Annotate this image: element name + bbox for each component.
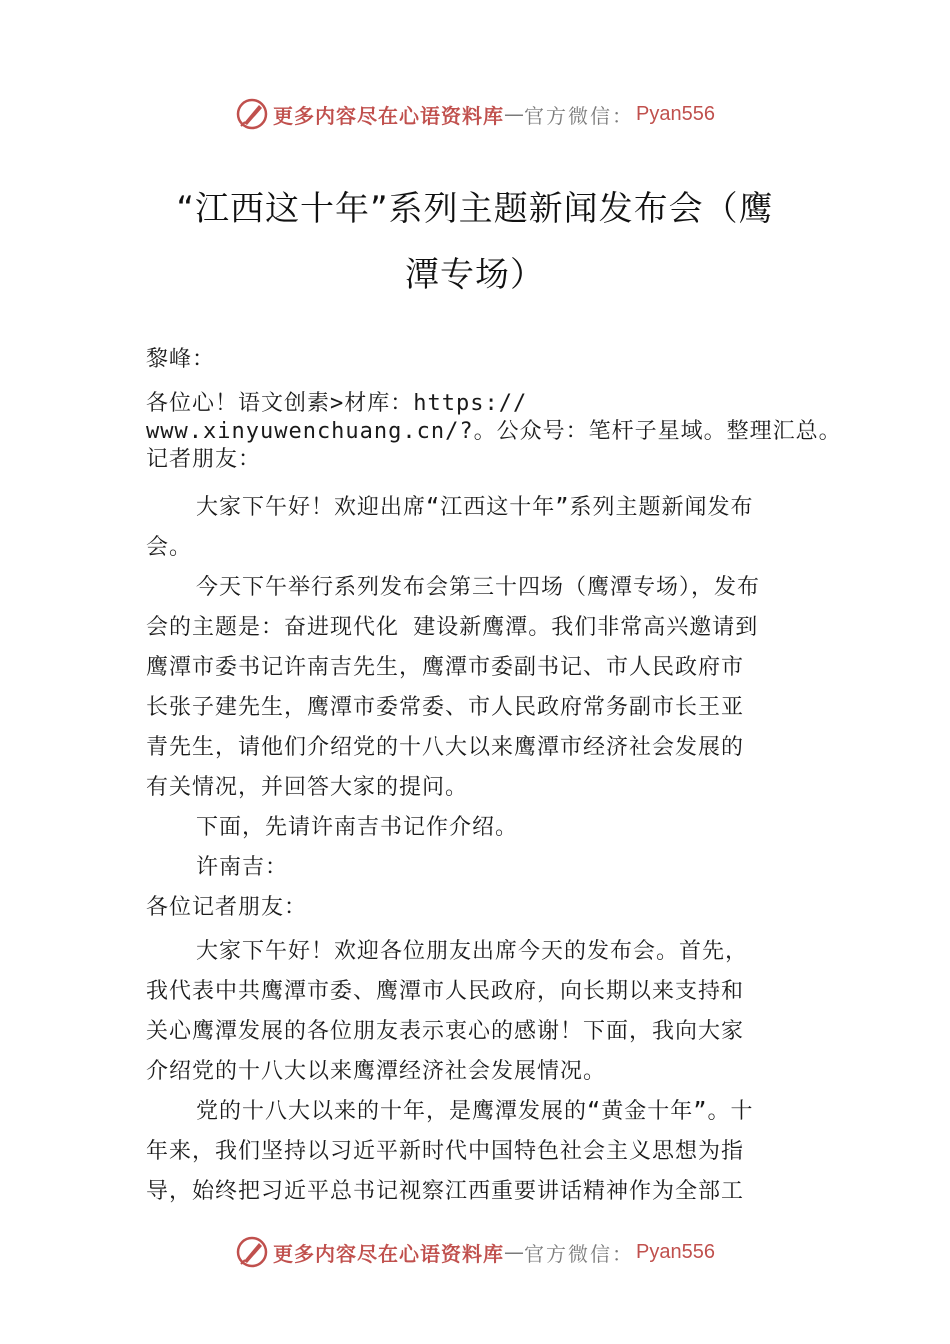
- paragraph-line: 党的十八大以来的十年，是鹰潭发展的“黄金十年”。十: [196, 1099, 754, 1124]
- paragraph-line: 我代表中共鹰潭市委、鹰潭市人民政府，向长期以来支持和: [146, 979, 745, 1004]
- quill-pen-icon: [235, 1235, 269, 1269]
- document-body: [146, 340, 842, 1212]
- paragraph-line: 会的主题是：奋进现代化 建设新鹰潭。我们非常高兴邀请到: [146, 615, 759, 640]
- title-line-1: “江西这十年”系列主题新闻发布会（鹰: [176, 189, 774, 229]
- paragraph-line: 大家下午好！欢迎出席“江西这十年”系列主题新闻发布: [196, 495, 754, 520]
- paragraph-line: 今天下午举行系列发布会第三十四场（鹰潭专场），发布: [196, 575, 761, 600]
- paragraph-line: 有关情况，并回答大家的提问。: [146, 775, 469, 800]
- paragraph-line: 长张子建先生，鹰潭市委常委、市人民政府常务副市长王亚: [146, 695, 745, 720]
- banner-text: 更多内容尽在心语资料库: [273, 1241, 505, 1266]
- paragraph-line: 下面，先请许南吉书记作介绍。: [196, 815, 519, 840]
- speaker-name: 黎峰：: [146, 347, 216, 372]
- speaker-name: 许南吉：: [196, 855, 289, 880]
- paragraph-line: 关心鹰潭发展的各位朋友表示衷心的感谢！下面，我向大家: [146, 1019, 745, 1044]
- banner-wechat-id: Pyan556: [636, 1240, 715, 1263]
- greeting-line: 各位记者朋友：: [146, 895, 308, 920]
- document-title: [140, 176, 810, 308]
- banner-wechat-id: Pyan556: [636, 102, 715, 125]
- banner-wechat-label: 官方微信：: [524, 103, 635, 128]
- paragraph-line: 大家下午好！欢迎各位朋友出席今天的发布会。首先，: [196, 939, 749, 964]
- paragraph-line: 年来，我们坚持以习近平新时代中国特色社会主义思想为指: [146, 1139, 745, 1164]
- paragraph-line: 青先生，请他们介绍党的十八大以来鹰潭市经济社会发展的: [146, 735, 745, 760]
- greeting-line: www.xinyuwenchuang.cn/?。公众号：笔杆子星域。整理汇总。: [146, 419, 842, 444]
- banner-text: 更多内容尽在心语资料库: [273, 103, 505, 128]
- paragraph-line: 导，始终把习近平总书记视察江西重要讲话精神作为全部工: [146, 1179, 745, 1204]
- banner-separator: —: [504, 102, 525, 126]
- header-banner: [0, 94, 950, 134]
- footer-banner: [0, 1232, 950, 1272]
- greeting-line: 各位心！语文创素>材库：https://: [146, 391, 528, 416]
- quill-pen-icon: [235, 97, 269, 131]
- greeting-line: 记者朋友：: [146, 447, 262, 472]
- banner-wechat-label: 官方微信：: [524, 1241, 635, 1266]
- paragraph-line: 介绍党的十八大以来鹰潭经济社会发展情况。: [146, 1059, 607, 1084]
- paragraph-line: 鹰潭市委书记许南吉先生，鹰潭市委副书记、市人民政府市: [146, 655, 745, 680]
- title-line-2: 潭专场）: [405, 255, 545, 295]
- paragraph-line: 会。: [146, 535, 193, 560]
- banner-separator: —: [504, 1240, 525, 1264]
